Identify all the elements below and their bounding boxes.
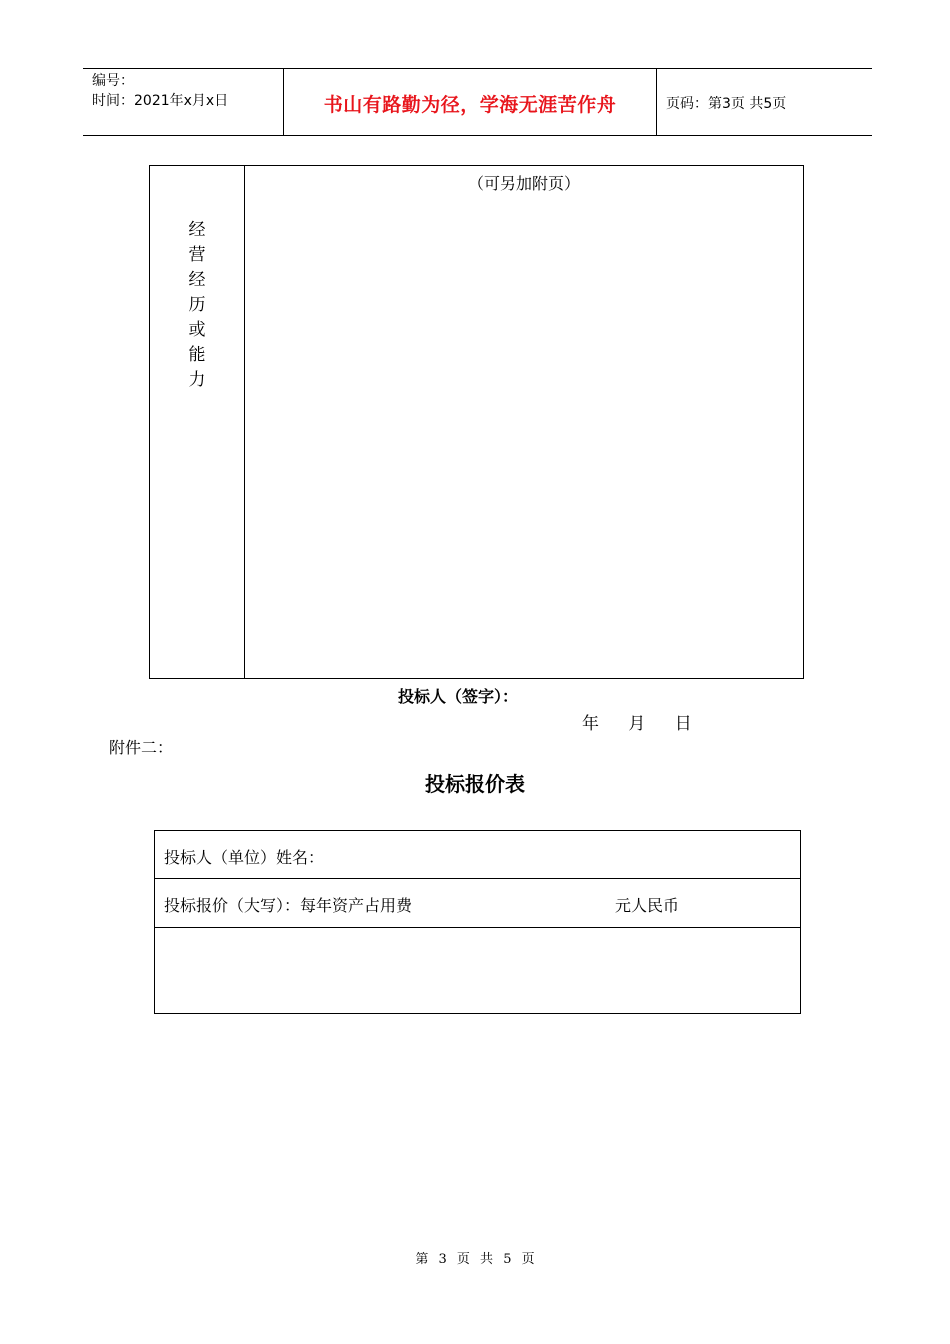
header-divider-right	[656, 68, 657, 136]
bid-quote-table	[154, 830, 801, 1014]
side-label-char: 或	[188, 320, 206, 340]
bid-quote-row	[155, 879, 800, 928]
bid-quote-row	[155, 831, 800, 879]
side-label-char: 经	[188, 220, 206, 240]
signer-label: 投标人（签字）：	[398, 687, 519, 706]
appendix-label: 附件二：	[109, 738, 174, 757]
experience-table	[149, 165, 804, 679]
date-line: 年 月 日	[582, 714, 692, 734]
experience-side-label	[150, 218, 244, 393]
header-number: 编号：	[92, 73, 134, 89]
header-motto: 书山有路勤为径，学海无涯苦作舟	[323, 94, 617, 116]
header-bottom-rule	[83, 135, 872, 136]
experience-attach-note: （可另加附页）	[467, 174, 580, 193]
bidder-name-label: 投标人（单位）姓名：	[164, 848, 325, 867]
side-label-char: 经	[188, 270, 206, 290]
side-label-char: 营	[188, 245, 206, 265]
side-label-char: 力	[188, 370, 206, 390]
header-page-info: 页码：第3页 共5页	[666, 96, 787, 112]
header-top-rule	[83, 68, 872, 69]
side-label-char: 历	[188, 295, 206, 315]
document-title: 投标报价表	[425, 772, 525, 796]
side-label-char: 能	[188, 345, 206, 365]
page-footer: 第 3 页 共 5 页	[415, 1252, 535, 1267]
header-time: 时间：2021年x月x日	[92, 93, 229, 109]
bid-price-unit: 元人民币	[615, 896, 680, 915]
bid-price-label: 投标报价（大写）：每年资产占用费	[164, 896, 413, 915]
bid-quote-blank-row	[155, 928, 800, 1014]
experience-table-divider	[244, 166, 245, 678]
